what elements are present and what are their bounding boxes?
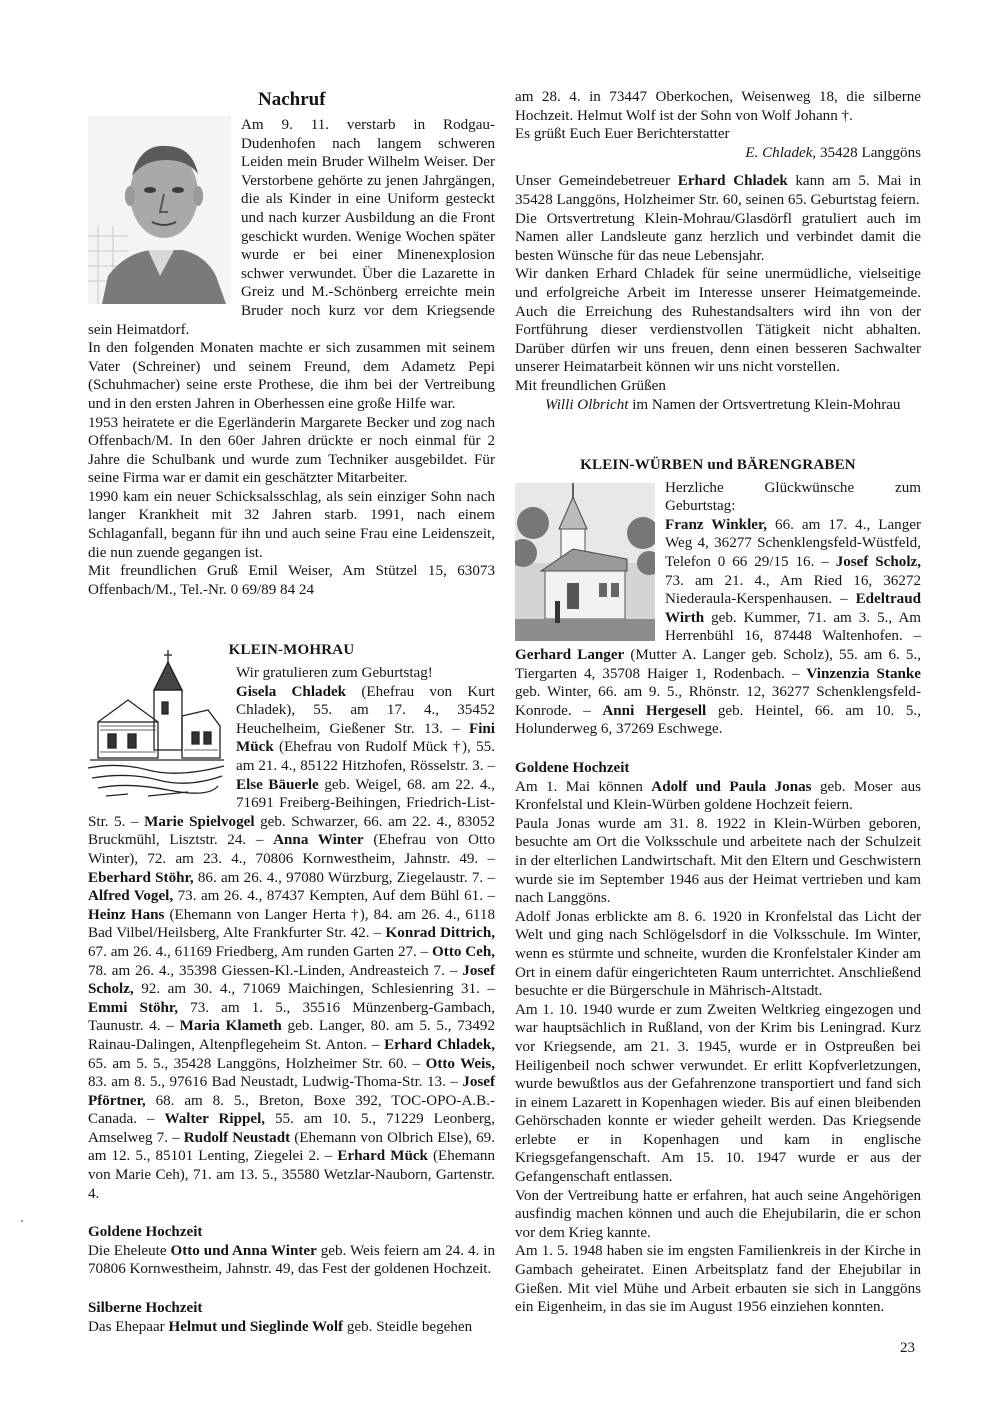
nachruf-paragraph: In den folgenden Monaten machte er sich zusammen mit seinem Vater (Schreiner) und seinem Freund, dem Adametz Pepi (Schuhmacher) seine erste Prothese, die ihm bei der Vertreibung und in den ersten Jahren in Oberhessen eine große Hilfe war. bbox=[88, 340, 495, 412]
nachruf-signature: Mit freundlichen Gruß Emil Weiser, Am Stützel 15, 63073 Offenbach/M., Tel.-Nr. 0 69/89 84 24 bbox=[88, 563, 495, 598]
section-heading-klein-mohrau: KLEIN-MOHRAU bbox=[228, 642, 355, 659]
goldene-hochzeit-heading: Goldene Hochzeit bbox=[88, 1224, 203, 1241]
left-column bbox=[88, 88, 495, 1336]
jonas-paragraph: Am 1. 10. 1940 wurde er zum Zweiten Weltkrieg eingezogen und war hauptsächlich in Rußland, von der Krim bis Leningrad. Kurz vor Kriegsende, am 21. 3. 1945, wurde er in Ostpreußen bei Heiligenbeil noch schwer verwundet. Er erlitt Kopfverletzungen, wurde bewußtlos aus der Gefahrenzone transportiert und fand sich in einem Lazarett in Kopenhagen wieder. Bis auf einen bleibenden Gehörschaden konnte er wieder geheilt werden. Das Kriegsende erlebte er in Kopenhagen und kam in englische Kriegsgefangenschaft. Am 15. 10. 1947 wurde er aus der Gefangenschaft entlassen. bbox=[515, 1001, 921, 1186]
greeting-line: Es grüßt Euch Euer Berichterstatter bbox=[515, 126, 730, 143]
goldene-hochzeit-text: Am 1. Mai können Adolf und Paula Jonas geb. Moser aus Kronfelstal und Klein-Würben goldene Hochzeit feiern. bbox=[515, 778, 921, 814]
chladek-paragraph: Die Ortsvertretung Klein-Mohrau/Glasdörfl gratuliert auch im Namen aller Landsleute ganz herzlich und verbindet damit die besten Wünsche für das neue Lebensjahr. bbox=[515, 210, 921, 264]
chapel-photo bbox=[515, 483, 655, 641]
silberne-hochzeit-text: Das Ehepaar Helmut und Sieglinde Wolf geb. Steidle begehen bbox=[88, 1318, 473, 1335]
right-column bbox=[515, 88, 921, 1317]
chladek-greeting: Mit freundlichen Grüßen bbox=[515, 377, 666, 394]
birthday-list: Franz Winkler, 66. am 17. 4., Langer Weg 4, 36277 Schenklengsfeld-Wüstfeld, Telefon 0 66 29/15 16. – Josef Scholz, 73. am 21. 4., Am Ried 16, 36272 Niederaula-Kerspenhausen. – Edeltraud Wirth geb. Kummer, 71. am 3. 5., Am Herrenbühl 16, 87448 Waltenhofen. – Gerhard Langer (Mutter A. Langer geb. Scholz), 55. am 6. 5., Tiergarten 4, 35708 Haiger 1, Rodenbach. – Vinzenzia Stanke geb. Winter, 66. am 9. 5., Rhönstr. 12, 36277 Schenklengsfeld-Konrode. – Anni Hergesell geb. Heintel, 66. am 10. 5., Holunderweg 6, 37269 Eschwege. bbox=[515, 516, 922, 738]
portrait-photo bbox=[88, 116, 231, 304]
klein-mohrau-intro: Wir gratulieren zum Geburtstag! bbox=[236, 665, 433, 682]
jonas-paragraph: Am 1. 5. 1948 haben sie im engsten Familienkreis in der Kirche in Gambach geheiratet. Einen Arbeitsplatz fand der Ehejubilar in Gießen. Mit viel Mühe und Arbeit erbauten sie sich in Langgöns ein Eigenheim, in das sie im August 1956 einziehen konnten. bbox=[515, 1243, 921, 1316]
goldene-hochzeit-heading: Goldene Hochzeit bbox=[515, 760, 630, 776]
birthday-list: Gisela Chladek (Ehefrau von Kurt Chladek), 55. am 17. 4., 35452 Heuchelheim, Gießener Str. 13. – Fini Mück (Ehefrau von Rudolf Mück †), 55. am 21. 4., 85122 Hitzhofen, Rösselstr. 3. – Else Bäuerle geb. Weigel, 68. am 22. 4., 71691 Freiberg-Beihingen, Friedrich-List-Str. 5. – Marie Spielvogel geb. Schwarzer, 66. am 22. 4., 83052 Bruckmühl, Lisztstr. 24. – Anna Winter (Ehefrau von Otto Winter), 72. am 23. 4., 70806 Kornwestheim, Jahnstr. 49. – Eberhard Stöhr, 86. am 26. 4., 97080 Würzburg, Ziegelaustr. 7. – Alfred Vogel, 73. am 26. 4., 87437 Kempten, Auf dem Bühl 61. – Heinz Hans (Ehemann von Langer Herta †), 84. am 26. 4., 6118 Bad Vilbel/Heilsberg, Alte Frankfurter Str. 42. – Konrad Dittrich, 67. am 26. 4., 61169 Friedberg, Am runden Garten 27. – Otto Ceh, 78. am 26. 4., 35398 Giessen-Kl.-Linden, Andreasteich 7. – Josef Scholz, 92. am 30. 4., 71069 Maichingen, Schlesienring 31. – Emmi Stöhr, 73. am 1. 5., 35516 Münzenberg-Gambach, Taunustr. 4. – Maria Klameth geb. Langer, 80. am 5. 5., 73492 Rainau-Dalingen, Altenpflegeheim St. Anton. – Erhard Chladek, 65. am 5. 5., 35428 Langgöns, Holzheimer Str. 60. – Otto Weis, 83. am 8. 5., 97616 Bad Neustadt, Ludwig-Thoma-Str. 13. – Josef Pförtner, 68. am 8. 5., Breton, Boxe 392, TOC-OPO-A.B.-Canada. – Walter Rippel, 55. am 10. 5., 71229 Leonberg, Amselweg 7. – Rudolf Neustadt (Ehemann von Olbrich Else), 69. am 12. 5., 85101 Lenting, Ziegelei 2. – Erhard Mück (Ehemann von Marie Ceh), 71. am 13. 5., 35580 Wetzlar-Nauborn, Gartenstr. 4. bbox=[88, 683, 496, 1202]
page-number: 23 bbox=[900, 1340, 915, 1356]
nachruf-paragraph: 1953 heiratete er die Egerländerin Margarete Becker und zog nach Offenbach/M. In den 60er Jahren drückte er noch einmal für 2 Jahre die Schulbank und wurde zum Techniker ausgebildet. Für seine Firma war er damit ein geschätzter Mitarbeiter. bbox=[88, 414, 495, 487]
jonas-paragraph: Von der Vertreibung hatte er erfahren, hat auch seine Angehörigen ausfindig machen können und auch die Ehejubilarin, die er schon vor dem Krieg kannte. bbox=[515, 1187, 921, 1241]
church-drawing bbox=[88, 650, 226, 800]
chladek-paragraph: Wir danken Erhard Chladek für seine unermüdliche, vielseitige und erfolgreiche Arbeit im Interesse unserer Heimatgemeinde. Auch die Erreichung des Ruhestandsalters wird ihn von der Fortführung dieser verdienstvollen Tätigkeit nicht abhalten. Darüber dürfen wir uns freuen, denn einen besseren Sachwalter unserer Heimatarbeit können wir uns nicht vorstellen. bbox=[515, 266, 921, 376]
jonas-paragraph: Paula Jonas wurde am 31. 8. 1922 in Klein-Würben geboren, besuchte am Ort die Volksschule und arbeitete nach der Schulzeit in der elterlichen Landwirtschaft. Mit den Eltern und Geschwistern wurde sie im September 1946 aus der Heimat vertrieben und kam nach Langgöns. bbox=[515, 815, 921, 907]
nachruf-heading: Nachruf bbox=[258, 89, 326, 110]
silberne-hochzeit-continued: am 28. 4. in 73447 Oberkochen, Weisenweg 18, die silberne Hochzeit. Helmut Wolf ist der Sohn von Wolf Johann †. bbox=[515, 89, 921, 124]
silberne-hochzeit-heading: Silberne Hochzeit bbox=[88, 1300, 203, 1317]
klein-wuerben-intro: Herzliche Glückwünsche zum Geburtstag: bbox=[665, 479, 921, 515]
reporter-signature: E. Chladek, 35428 Langgöns bbox=[745, 144, 921, 161]
chladek-signature: Willi Olbricht im Namen der Ortsvertretung Klein-Mohrau bbox=[545, 396, 901, 413]
nachruf-paragraph: 1990 kam ein neuer Schicksalsschlag, als sein einziger Sohn nach langer Krankheit mit 32 Jahren starb. 1991, nach einem Schlaganfall, begann für ihn und auch seine Frau eine Leidenszeit, die nun zuende gegangen ist. bbox=[88, 488, 495, 561]
chladek-paragraph: Unser Gemeindebetreuer Erhard Chladek kann am 5. Mai in 35428 Langgöns, Holzheimer Str. 60, seinen 65. Geburtstag feiern. bbox=[515, 173, 921, 208]
goldene-hochzeit-text: Die Eheleute Otto und Anna Winter geb. Weis feiern am 24. 4. in 70806 Kornwestheim, Jahnstr. 49, das Fest der goldenen Hochzeit. bbox=[88, 1242, 496, 1278]
scan-speck bbox=[21, 1220, 23, 1222]
nachruf-paragraph: Am 9. 11. verstarb in Rodgau-Dudenhofen nach langem schweren Leiden mein Bruder Wilhelm Weiser. Der Verstorbene gehörte zu jenen Jahrgängen, die als Kinder in eine Uniform gesteckt und nach kurzer Ausbildung an die Front geschickt wurden. Wenige Wochen später wurde er bei einer Minenexplosion schwer verwundet. Über die Lazarette in Greiz und M.-Schönberg erreichte mein Bruder noch kurz vor dem Kriegsende sein Heimatdorf. bbox=[88, 117, 495, 338]
jonas-paragraph: Adolf Jonas erblickte am 8. 6. 1920 in Kronfelstal das Licht der Welt und ging nach Schlögelsdorf in die Volksschule. Im Winter, wenn es stürmte und schneite, wurden die Kronfelstaler Kinder am Ort in einem dafür eingerichteten Raum unterrichtet. Anschließend besuchte er die Bürgerschule in Mährisch-Altstadt. bbox=[515, 908, 921, 1000]
section-heading-klein-wuerben: KLEIN-WÜRBEN und BÄRENGRABEN bbox=[580, 457, 856, 474]
